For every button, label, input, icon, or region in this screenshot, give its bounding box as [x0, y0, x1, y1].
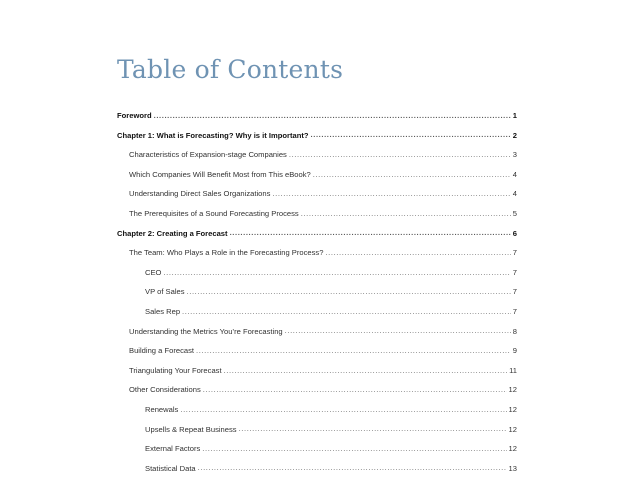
dot-leader [289, 150, 511, 160]
toc-entry-text: Chapter 2: Creating a Forecast [117, 228, 228, 238]
dot-leader [196, 346, 511, 356]
toc-page-number: 12 [508, 424, 517, 434]
toc-entry [117, 184, 517, 204]
toc-page-number: 4 [512, 169, 517, 179]
toc-entry [117, 165, 517, 185]
toc-entry [117, 126, 517, 146]
toc-entry-text: Other Considerations [129, 385, 201, 395]
toc-entry-text: Chapter 1: What is Forecasting? Why is it Important? [117, 130, 309, 140]
toc-entry [117, 459, 517, 479]
toc-page-number: 7 [512, 287, 517, 297]
dot-leader [301, 209, 511, 219]
toc-entry [117, 420, 517, 440]
toc-entry [117, 106, 517, 126]
toc-entry-text: Building a Forecast [129, 346, 195, 356]
toc-page-number: 5 [512, 208, 517, 218]
dot-leader [311, 130, 511, 140]
toc-entry-text: External Factors [145, 444, 201, 454]
toc-entry-text: Triangulating Your Forecast [129, 365, 222, 375]
toc-entry [117, 243, 517, 263]
toc-entry-text: Sales Rep [145, 306, 181, 316]
toc-page-number: 7 [512, 267, 517, 277]
toc-entry-text: Upsells & Repeat Business [145, 424, 237, 434]
toc-entry [117, 263, 517, 283]
toc-entry [117, 204, 517, 224]
dot-leader [198, 463, 507, 473]
toc-page-number: 7 [512, 306, 517, 316]
toc-page-number: 3 [512, 150, 517, 160]
dot-leader [224, 366, 508, 376]
dot-leader [313, 170, 511, 180]
dot-leader [163, 268, 510, 278]
dot-leader [239, 424, 507, 434]
dot-leader [230, 228, 511, 238]
toc-entry-text: CEO [145, 267, 162, 277]
toc-entry [117, 439, 517, 459]
toc-page-number: 12 [508, 404, 517, 414]
toc-entry [117, 302, 517, 322]
dot-leader [180, 405, 506, 415]
dot-leader [325, 248, 510, 258]
dot-leader [203, 385, 507, 395]
toc-entry [117, 282, 517, 302]
toc-page-number: 1 [512, 111, 517, 120]
dot-leader [285, 326, 511, 336]
dot-leader [187, 287, 511, 297]
dot-leader [154, 111, 511, 121]
toc-title: Table of Contents [117, 55, 344, 84]
dot-leader [182, 307, 511, 317]
toc-entry-text: Characteristics of Expansion-stage Companies [129, 150, 287, 160]
toc-entry [117, 341, 517, 361]
toc-entry-text: Statistical Data [145, 463, 196, 473]
toc-page-number: 12 [508, 444, 517, 454]
toc-entry-text: The Prerequisites of a Sound Forecasting Process [129, 208, 299, 218]
toc-entry-text: VP of Sales [145, 287, 185, 297]
toc-page-number: 6 [512, 228, 517, 238]
toc-page-number: 4 [512, 189, 517, 199]
toc-entry-text: Foreword [117, 111, 152, 120]
toc-page-number: 11 [509, 365, 517, 375]
toc-entry [117, 361, 517, 381]
toc-entry [117, 224, 517, 244]
toc-entry-text: The Team: Who Plays a Role in the Forecasting Process? [129, 248, 324, 258]
toc-entry-text: Renewals [145, 404, 179, 414]
toc-entry-text: Understanding the Metrics You’re Forecasting [129, 326, 283, 336]
toc-page-number: 9 [512, 346, 517, 356]
dot-leader [202, 444, 506, 454]
toc-entry-text: Understanding Direct Sales Organizations [129, 189, 271, 199]
toc-page-number: 7 [512, 248, 517, 258]
toc-list [117, 106, 517, 478]
toc-page-number: 8 [512, 326, 517, 336]
dot-leader [272, 189, 510, 199]
toc-page-number: 12 [508, 385, 517, 395]
toc-page-number: 2 [512, 130, 517, 140]
toc-entry-text: Which Companies Will Benefit Most from This eBook? [129, 169, 311, 179]
toc-entry [117, 400, 517, 420]
toc-entry [117, 322, 517, 342]
toc-entry [117, 145, 517, 165]
toc-page-number: 13 [508, 463, 517, 473]
toc-entry [117, 380, 517, 400]
